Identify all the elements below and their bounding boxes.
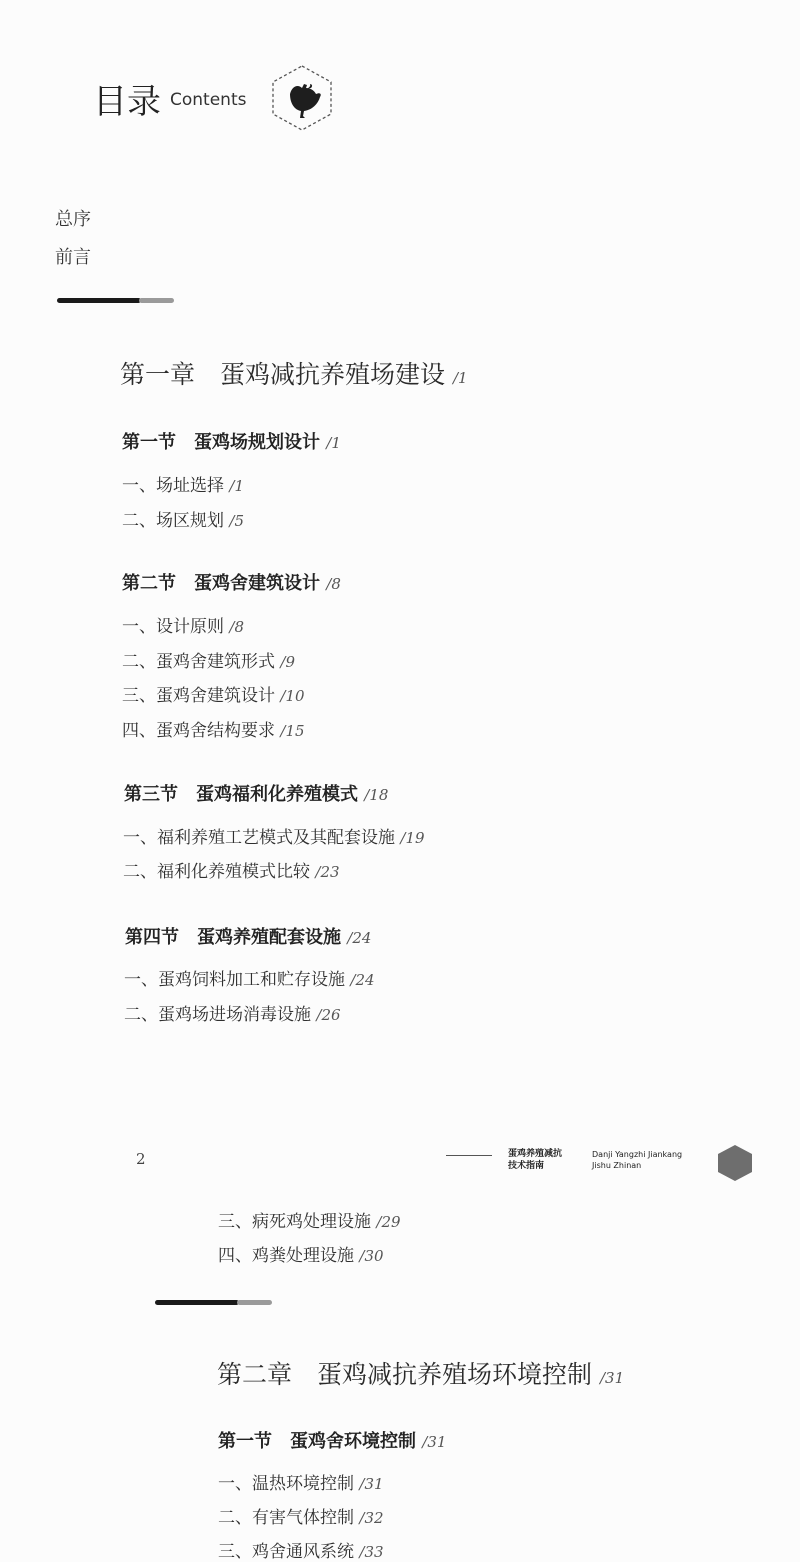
section-title: 第二节 蛋鸡舍建筑设计 (122, 573, 320, 594)
toc-item-text: 二、蛋鸡场进场消毒设施 (124, 1005, 311, 1025)
toc-item-text: 一、蛋鸡饲料加工和贮存设施 (124, 970, 345, 990)
toc-item-text: 二、场区规划 (122, 511, 224, 531)
toc-item (123, 823, 425, 848)
toc-item-text: 三、蛋鸡舍建筑设计 (122, 686, 275, 706)
toc-item-page: /29 (376, 1213, 401, 1231)
footer-book-title-line2: 技术指南 (508, 1161, 545, 1171)
toc-item-page: /10 (280, 687, 305, 705)
toc-item (122, 612, 244, 637)
chapter-title: 第一章 蛋鸡减抗养殖场建设 (120, 360, 446, 389)
section-title: 第一节 蛋鸡场规划设计 (122, 432, 320, 453)
section-heading (124, 780, 388, 806)
toc-item-text: 一、福利养殖工艺模式及其配套设施 (123, 828, 395, 848)
toc-item-text: 二、蛋鸡舍建筑形式 (122, 652, 275, 672)
divider-bar-light (237, 1300, 272, 1305)
toc-item (218, 1207, 401, 1232)
section-heading (125, 923, 371, 949)
divider-bar-dark (57, 298, 141, 303)
chapter-page: /31 (599, 1369, 625, 1387)
section-title: 第三节 蛋鸡福利化养殖模式 (124, 784, 358, 805)
hexagon-icon (717, 1144, 753, 1182)
chapter-2-heading (217, 1355, 624, 1391)
toc-item-page: /8 (229, 618, 245, 636)
section-heading (122, 569, 341, 595)
toc-title-english: Contents (170, 90, 247, 110)
toc-item-text: 四、蛋鸡舍结构要求 (122, 721, 275, 741)
toc-item (122, 647, 295, 672)
toc-item (122, 681, 305, 706)
section-title: 第四节 蛋鸡养殖配套设施 (125, 927, 341, 948)
toc-item-text: 二、有害气体控制 (218, 1508, 354, 1528)
hen-icon (270, 64, 334, 132)
divider-bar-dark (155, 1300, 239, 1305)
toc-title: 目录 (93, 82, 161, 122)
section-title: 第一节 蛋鸡舍环境控制 (218, 1431, 416, 1452)
front-matter-preface: 前言 (55, 247, 91, 268)
section-page: /18 (364, 786, 389, 804)
toc-item (122, 716, 305, 741)
toc-item-page: /23 (315, 863, 340, 881)
toc-item-page: /31 (359, 1475, 384, 1493)
chapter-1-heading (120, 355, 468, 391)
toc-item-text: 四、鸡粪处理设施 (218, 1246, 354, 1266)
toc-item-text: 二、福利化养殖模式比较 (123, 862, 310, 882)
section-page: /8 (326, 575, 341, 593)
toc-item-page: /33 (359, 1543, 384, 1561)
toc-item-text: 三、病死鸡处理设施 (218, 1212, 371, 1232)
toc-item-page: /15 (280, 722, 305, 740)
toc-item (218, 1537, 384, 1562)
section-page: /31 (422, 1433, 447, 1451)
page-number: 2 (136, 1150, 146, 1168)
toc-item-page: /24 (350, 971, 375, 989)
toc-item (122, 506, 244, 531)
toc-item-text: 三、鸡舍通风系统 (218, 1542, 354, 1562)
chapter-page: /1 (452, 369, 468, 387)
toc-item (218, 1469, 384, 1494)
section-page: /1 (326, 434, 341, 452)
toc-item-page: /30 (359, 1247, 384, 1265)
section-heading (218, 1427, 446, 1453)
footer-rule (446, 1155, 492, 1156)
toc-item (218, 1503, 384, 1528)
chapter-title: 第二章 蛋鸡减抗养殖场环境控制 (217, 1360, 593, 1389)
toc-item (124, 1000, 341, 1025)
toc-item (123, 857, 340, 882)
toc-item-page: /5 (229, 512, 245, 530)
toc-item-text: 一、设计原则 (122, 617, 224, 637)
toc-item-text: 一、场址选择 (122, 476, 224, 496)
toc-item (122, 471, 244, 496)
toc-item-page: /9 (280, 653, 296, 671)
toc-item (218, 1241, 384, 1266)
footer-pinyin-line2: Jishu Zhinan (592, 1161, 642, 1170)
toc-item-page: /32 (359, 1509, 384, 1527)
footer-pinyin-line1: Danji Yangzhi Jiankang (592, 1150, 683, 1159)
front-matter-general-preface: 总序 (55, 209, 91, 230)
toc-item-page: /19 (400, 829, 425, 847)
section-heading (122, 428, 341, 454)
toc-item (124, 965, 375, 990)
toc-item-page: /26 (316, 1006, 341, 1024)
footer-book-title (508, 1148, 562, 1172)
footer-book-pinyin (592, 1149, 682, 1171)
section-page: /24 (347, 929, 372, 947)
footer-book-title-line1: 蛋鸡养殖减抗 (508, 1149, 563, 1159)
divider-bar-light (139, 298, 174, 303)
toc-item-text: 一、温热环境控制 (218, 1474, 354, 1494)
toc-item-page: /1 (229, 477, 245, 495)
